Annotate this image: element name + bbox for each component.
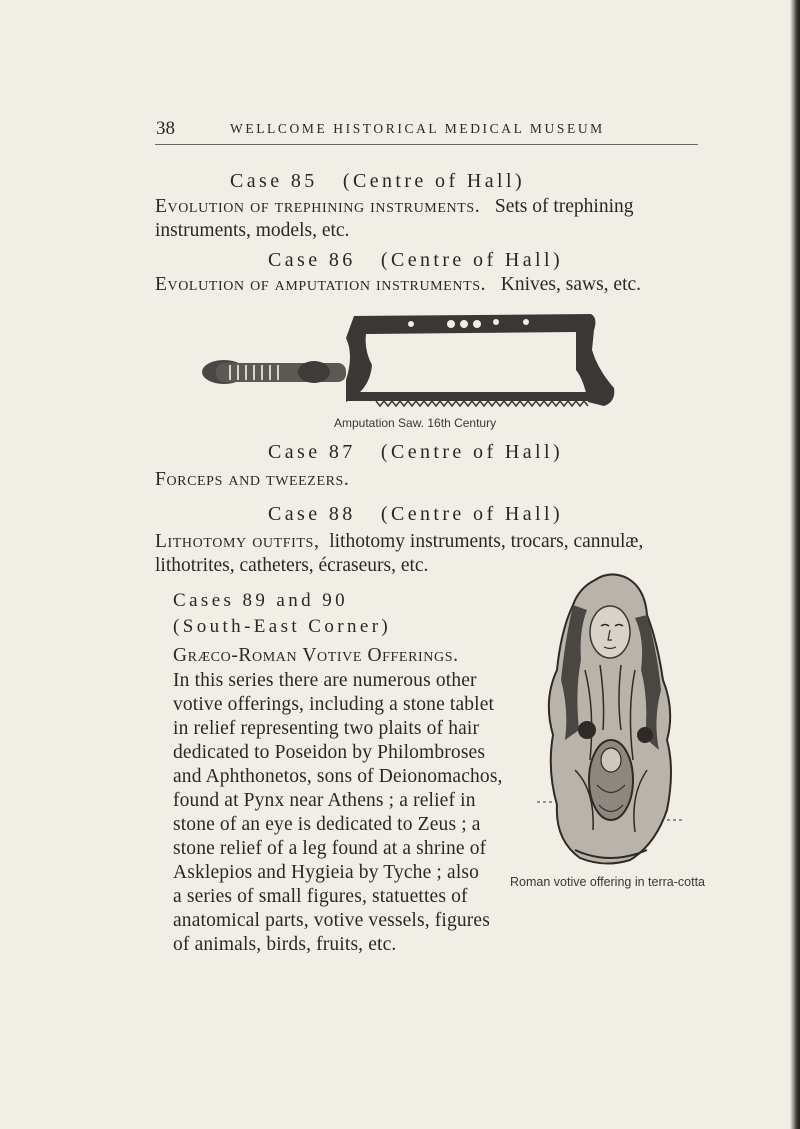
case-86-description <box>155 273 641 297</box>
case-88-location: (Centre of Hall) <box>380 503 564 525</box>
case-87-title: Case 87 <box>268 441 356 463</box>
cases-89-90-title: Cases 89 and 90 <box>173 590 349 611</box>
cases-89-90-location: (South-East Corner) <box>173 616 392 637</box>
body-line: votive offerings, including a stone tablet <box>173 694 495 715</box>
case-85-heading <box>230 170 525 193</box>
body-line: dedicated to Poseidon by Philombroses <box>173 742 486 763</box>
amputation-saw-caption: Amputation Saw. 16th Century <box>334 416 497 430</box>
votive-figure-illustration <box>535 570 685 870</box>
case-86-rest: Knives, saws, etc. <box>500 274 642 295</box>
cases-89-90-lead-text: Græco-Roman Votive Offerings. <box>173 645 459 666</box>
page-edge-shadow <box>790 0 800 1129</box>
case-85-location: (Centre of Hall) <box>342 170 526 192</box>
body-line: Asklepios and Hygieia by Tyche ; also <box>173 862 480 883</box>
case-86-lead: Evolution of amputation instruments. <box>155 274 487 295</box>
case-85-title: Case 85 <box>230 170 318 192</box>
case-85-description-line-2: instruments, models, etc. <box>155 220 350 241</box>
case-86-title: Case 86 <box>268 249 356 271</box>
cases-89-90-lead <box>173 645 459 667</box>
case-85-description-line-1 <box>155 195 634 219</box>
body-line: of animals, birds, fruits, etc. <box>173 934 397 955</box>
case-86-location: (Centre of Hall) <box>380 249 564 271</box>
case-88-heading <box>268 503 563 526</box>
case-87-heading <box>268 441 563 464</box>
saw-blade <box>346 392 596 406</box>
case-88-description-line-1 <box>155 530 643 554</box>
case-85-lead: Evolution of trephining instruments. <box>155 196 481 217</box>
header-rule <box>155 144 698 145</box>
case-88-lead: Lithotomy outfits, <box>155 531 320 552</box>
running-title: WELLCOME HISTORICAL MEDICAL MUSEUM <box>230 121 605 136</box>
page-number: 38 <box>156 118 175 139</box>
body-line: and Aphthonetos, sons of Deionomachos, <box>173 766 503 787</box>
case-85-rest: Sets of trephining <box>494 196 634 217</box>
body-line: stone relief of a leg found at a shrine of <box>173 838 487 859</box>
body-line: found at Pynx near Athens ; a relief in <box>173 790 476 811</box>
case-86-heading <box>268 249 563 272</box>
case-88-description-line-2: lithotrites, catheters, écraseurs, etc. <box>155 555 429 576</box>
body-line: in relief representing two plaits of hair <box>173 718 480 739</box>
body-line: a series of small figures, statuettes of <box>173 886 468 907</box>
votive-figure-caption: Roman votive offering in terra-cotta <box>510 875 706 889</box>
body-line: In this series there are numerous other <box>173 670 477 691</box>
case-87-lead: Forceps and tweezers. <box>155 469 350 490</box>
saw-handle <box>202 360 346 384</box>
case-87-location: (Centre of Hall) <box>380 441 564 463</box>
case-88-rest: lithotomy instruments, trocars, cannulæ, <box>329 531 644 552</box>
terracotta-figure <box>537 574 685 863</box>
body-line: stone of an eye is dedicated to Zeus ; a <box>173 814 481 835</box>
case-88-title: Case 88 <box>268 503 356 525</box>
body-line: anatomical parts, votive vessels, figures <box>173 910 490 931</box>
case-87-description <box>155 468 349 492</box>
amputation-saw-illustration <box>196 310 616 410</box>
